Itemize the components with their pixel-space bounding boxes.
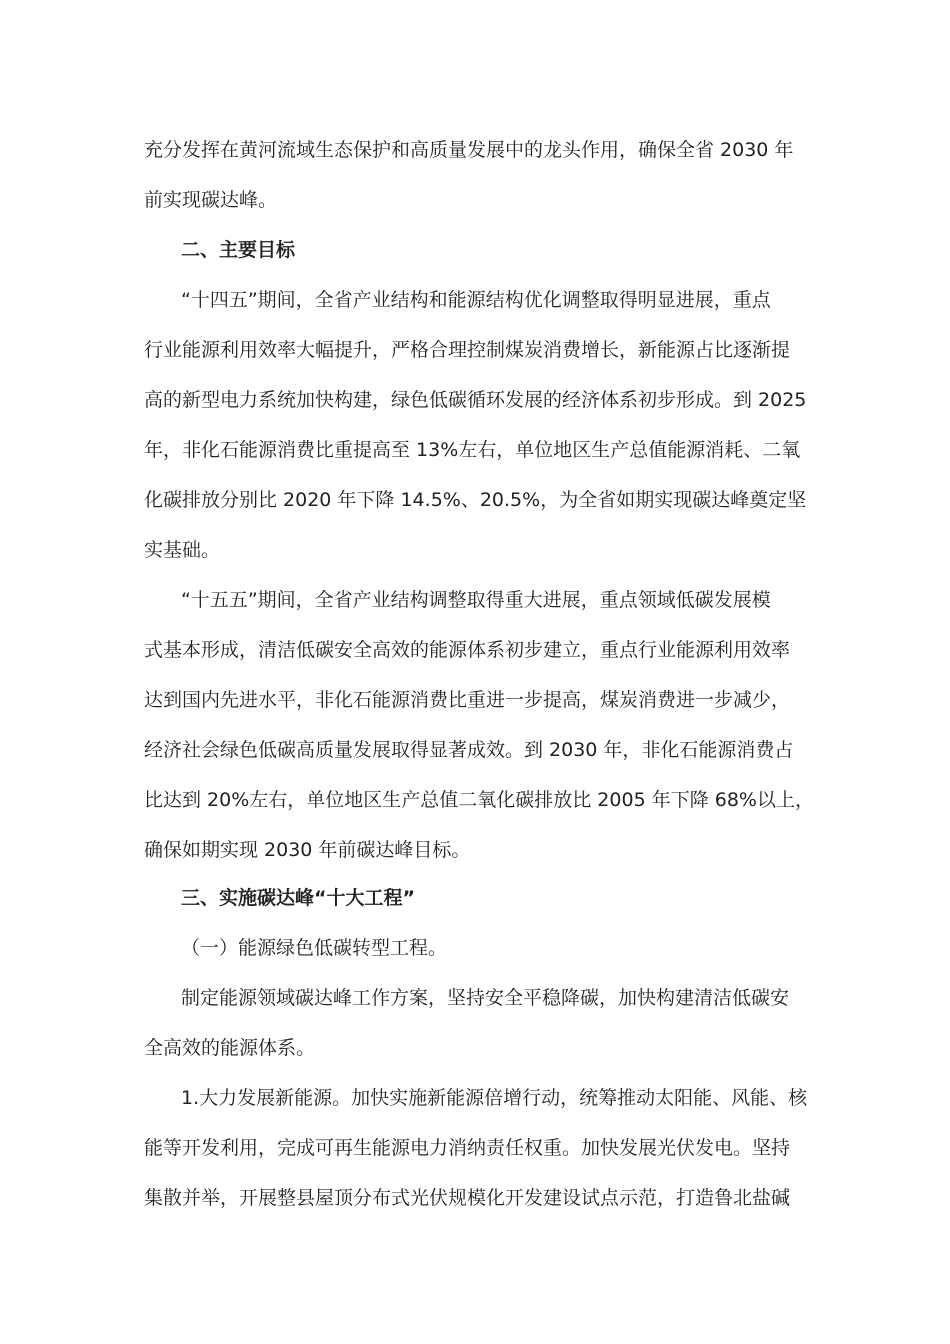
subsection-heading: （一）能源绿色低碳转型工程。 [181, 937, 448, 959]
paragraph-line: 1.大力发展新能源。加快实施新能源倍增行动，统筹推动太阳能、风能、核 [181, 1087, 808, 1109]
paragraph-line: 充分发挥在黄河流域生态保护和高质量发展中的龙头作用，确保全省 2030 年 [144, 139, 794, 161]
section-heading: 三、实施碳达峰“十大工程” [181, 887, 415, 909]
paragraph-line: 能等开发利用，完成可再生能源电力消纳责任权重。加快发展光伏发电。坚持 [144, 1137, 791, 1159]
paragraph-line: “十四五”期间，全省产业结构和能源结构优化调整取得明显进展，重点 [181, 289, 771, 311]
paragraph-line: 经济社会绿色低碳高质量发展取得显著成效。到 2030 年，非化石能源消费占 [144, 739, 794, 761]
paragraph-line: 集散并举，开展整县屋顶分布式光伏规模化开发建设试点示范，打造鲁北盐碱 [144, 1187, 791, 1209]
paragraph-line: 高的新型电力系统加快构建，绿色低碳循环发展的经济体系初步形成。到 2025 [144, 389, 807, 411]
paragraph-line: 全高效的能源体系。 [144, 1037, 316, 1059]
paragraph-line: 年，非化石能源消费比重提高至 13%左右，单位地区生产总值能源消耗、二氧 [144, 439, 801, 461]
paragraph-line: 化碳排放分别比 2020 年下降 14.5%、20.5%，为全省如期实现碳达峰奠定坚 [144, 489, 807, 511]
paragraph-line: 比达到 20%左右，单位地区生产总值二氧化碳排放比 2005 年下降 68%以上， [144, 789, 814, 811]
section-heading: 二、主要目标 [181, 239, 296, 261]
paragraph-line: 制定能源领域碳达峰工作方案，坚持安全平稳降碳，加快构建清洁低碳安 [181, 987, 790, 1009]
paragraph-line: 式基本形成，清洁低碳安全高效的能源体系初步建立，重点行业能源利用效率 [144, 639, 791, 661]
paragraph-line: 实基础。 [144, 539, 221, 561]
paragraph-line: “十五五”期间，全省产业结构调整取得重大进展，重点领域低碳发展模 [181, 589, 771, 611]
paragraph-line: 确保如期实现 2030 年前碳达峰目标。 [144, 839, 471, 861]
paragraph-line: 行业能源利用效率大幅提升，严格合理控制煤炭消费增长，新能源占比逐渐提 [144, 339, 791, 361]
paragraph-line: 前实现碳达峰。 [144, 189, 278, 211]
paragraph-line: 达到国内先进水平，非化石能源消费比重进一步提高，煤炭消费进一步减少， [144, 689, 791, 711]
